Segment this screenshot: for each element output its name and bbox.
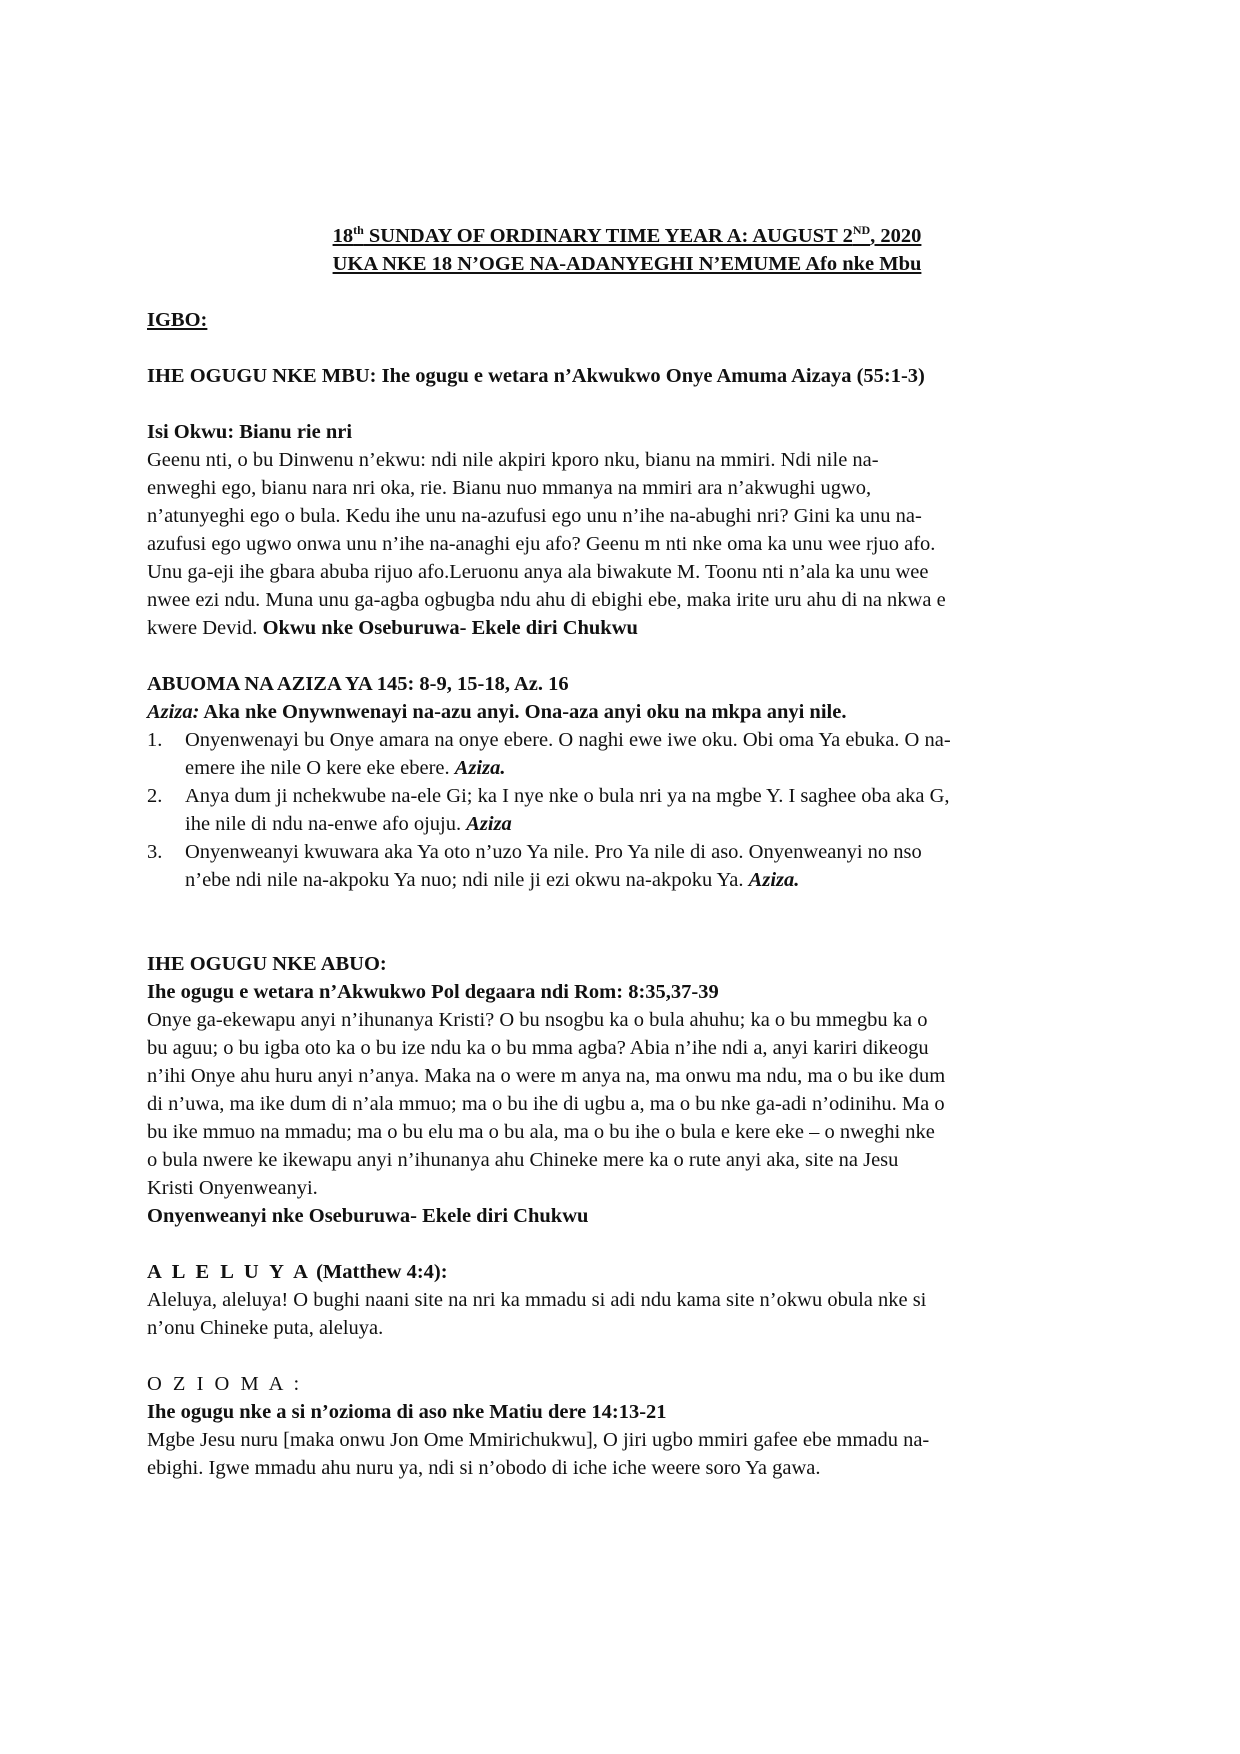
language-label: IGBO: [147,309,208,331]
verse-line: Onyenweanyi kwuwara aka Ya oto n’uzo Ya nile. Pro Ya nile di aso. Onyenweanyi no nso [185,841,922,863]
verse-response: Aziza [466,813,512,835]
verse-line-text: ihe nile di ndu na-enwe afo ojuju. [185,813,467,835]
first-reading-line: azufusi ego ugwo onwa unu n’ihe na-anaghi eju afo? Geenu m nti nke oma ka unu wee rjuo afo. [147,533,936,555]
psalm-verse [147,838,1097,894]
alleluia-line: n’onu Chineke puta, aleluya. [147,1317,384,1339]
psalm-heading: ABUOMA NA AZIZA YA 145: 8-9, 15-18, Az. 16 [147,673,569,695]
first-reading-line: nwee ezi ndu. Muna unu ga-agba ogbugba ndu ahu di ebighi ebe, maka irite uru ahu di na nkwa e [147,589,946,611]
title-year: , 2020 [870,225,922,247]
gospel-line: ebighi. Igwe mmadu ahu nuru ya, ndi si n’obodo di iche iche weere soro Ya gawa. [147,1457,821,1479]
second-reading-line: o bula nwere ke ikewapu anyi n’ihunanya ahu Chineke mere ka o rute anyi aka, site na Jesu [147,1149,899,1171]
first-reading-line: n’atunyeghi ego o bula. Kedu ihe unu na-azufusi ego unu n’ihe na-abughi nri? Gini ka unu na- [147,505,922,527]
second-reading-line: di n’uwa, ma ike dum di n’ala mmuo; ma o bu ihe di ugbu a, ma o bu nke ga-adi n’odinihu. Ma o [147,1093,945,1115]
psalm-response-text: Aka nke Onywnwenayi na-azu anyi. Ona-aza anyi oku na mkpa anyi nile. [199,701,847,723]
verse-line [185,810,1097,838]
title-date-suffix: ND [852,223,871,238]
verse-line: Onyenwenayi bu Onye amara na onye ebere. O naghi ewe iwe oku. Obi oma Ya ebuka. O na- [185,729,951,751]
psalm-verses-list [147,726,1097,894]
verse-number: 2. [147,785,163,807]
second-reading-line: Onye ga-ekewapu anyi n’ihunanya Kristi? O bu nsogbu ka o bula ahuhu; ka o bu mmegbu ka o [147,1009,928,1031]
verse-line: Anya dum ji nchekwube na-ele Gi; ka I nye nke o bula nri ya na mgbe Y. I saghee oba aka G, [185,785,950,807]
verse-response: Aziza. [748,869,800,891]
first-reading-line-end: kwere Devid. [147,617,263,639]
first-reading-last-line [147,614,1097,642]
title-number: 18 [332,225,354,247]
first-reading-heading-source: Ihe ogugu e wetara n’Akwukwo Onye Amuma Aizaya (55:1-3) [376,365,925,387]
verse-line [185,754,1097,782]
verse-line-text: emere ihe nile O kere eke ebere. [185,757,455,779]
gospel-heading: O Z I O M A : [147,1373,303,1395]
second-reading-line: bu aguu; o bu igba oto ka o bu ize ndu ka o bu mma agba? Abia n’ihe ndi a, anyi kariri dikeogu [147,1037,929,1059]
verse-number: 3. [147,841,163,863]
psalm-response [147,698,1097,726]
gospel-line: Mgbe Jesu nuru [maka onwu Jon Ome Mmirichukwu], O jiri ugbo mmiri gafee ebe mmadu na- [147,1429,930,1451]
alleluia-line: Aleluya, aleluya! O bughi naani site na nri ka mmadu si adi ndu kama site n’okwu obula nke si [147,1289,927,1311]
document-title-line-2: UKA NKE 18 N’OGE NA-ADANYEGHI N’EMUME Afo nke Mbu [332,253,922,275]
psalm-verse [147,782,1097,838]
second-reading-line: Kristi Onyenweanyi. [147,1177,318,1199]
title-ordinal-suffix: th [353,223,364,238]
alleluia-heading-source: (Matthew 4:4): [310,1261,448,1283]
verse-response: Aziza. [454,757,506,779]
second-reading-line: n’ihi Onye ahu huru anyi n’anya. Maka na o were m anya na, ma onwu ma ndu, ma o bu ike dum [147,1065,946,1087]
first-reading-line: Unu ga-eji ihe gbara abuba rijuo afo.Leruonu anya ala biwakute M. Toonu nti n’ala ka unu wee [147,561,929,583]
first-reading-heading [147,362,1097,390]
alleluia-heading [147,1258,1097,1286]
second-reading-subtitle: Ihe ogugu e wetara n’Akwukwo Pol degaara ndi Rom: 8:35,37-39 [147,981,719,1003]
title-text: SUNDAY OF ORDINARY TIME YEAR A: AUGUST 2 [363,225,853,247]
alleluia-heading-label: A L E L U Y A [147,1261,311,1283]
second-reading-heading: IHE OGUGU NKE ABUO: [147,953,387,975]
psalm-verse [147,726,1097,782]
verse-line-text: n’ebe ndi nile na-akpoku Ya nuo; ndi nile ji ezi okwu na-akpoku Ya. [185,869,749,891]
first-reading-line: enweghi ego, bianu nara nri oka, rie. Bianu nuo mmanya na mmiri ara n’akwughi ugwo, [147,477,872,499]
psalm-response-label: Aziza: [147,701,200,723]
first-reading-heading-label: IHE OGUGU NKE MBU: [147,365,377,387]
first-reading-line: Geenu nti, o bu Dinwenu n’ekwu: ndi nile akpiri kporo nku, bianu na mmiri. Ndi nile na- [147,449,879,471]
second-reading-closing: Onyenweanyi nke Oseburuwa- Ekele diri Chukwu [147,1205,589,1227]
first-reading-closing: Okwu nke Oseburuwa- Ekele diri Chukwu [262,617,638,639]
first-reading-subtitle: Isi Okwu: Bianu rie nri [147,421,353,443]
document-content [147,222,1097,1482]
document-title-line-1 [157,222,1097,250]
gospel-subtitle: Ihe ogugu nke a si n’ozioma di aso nke Matiu dere 14:13-21 [147,1401,667,1423]
verse-line [185,866,1097,894]
second-reading-line: bu ike mmuo na mmadu; ma o bu elu ma o bu ala, ma o bu ihe o bula e kere eke – o nweghi nke [147,1121,935,1143]
verse-number: 1. [147,729,163,751]
